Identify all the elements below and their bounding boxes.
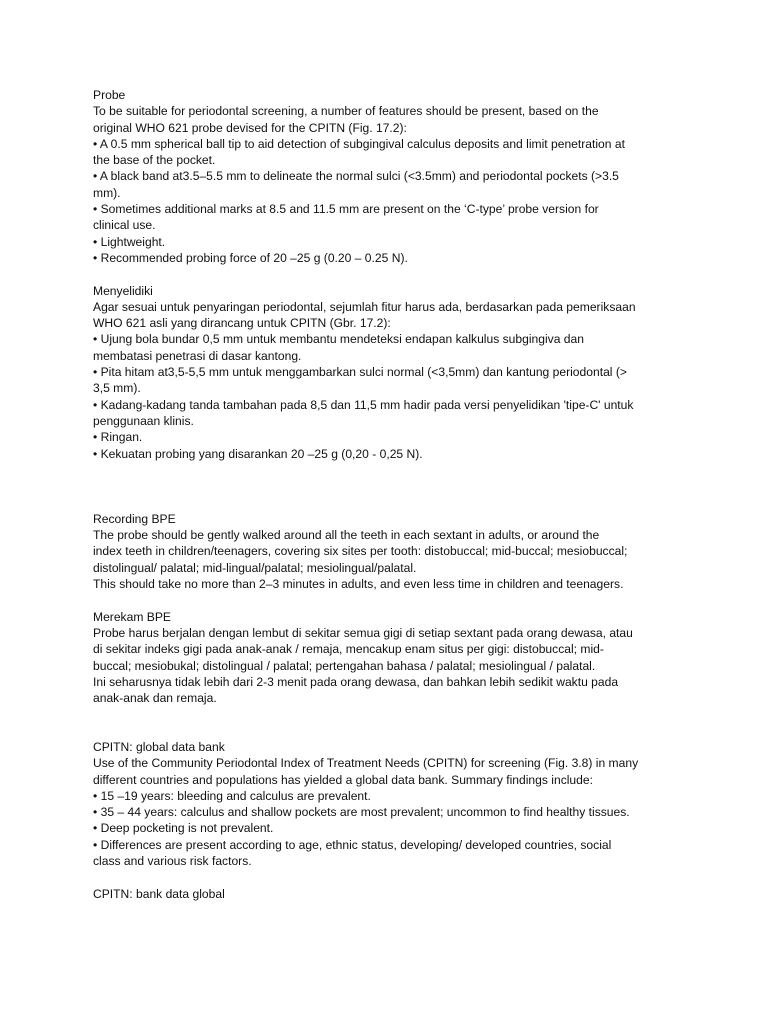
- bullet-line: • 15 –19 years: bleeding and calculus are prevalent.: [93, 788, 371, 803]
- section-bpe-en: [93, 511, 688, 592]
- bullet-line: • Recommended probing force of 20 –25 g (0.20 – 0.25 N).: [93, 250, 408, 265]
- text-line: mm).: [93, 185, 121, 200]
- section-bpe-id: [93, 609, 688, 707]
- section-heading: CPITN: global data bank: [93, 739, 225, 754]
- bullet-line: • Ringan.: [93, 430, 143, 445]
- text-line: distolingual/ palatal; mid-lingual/palatal; mesiolingual/palatal.: [93, 560, 417, 575]
- bullet-line: • 35 – 44 years: calculus and shallow pockets are most prevalent; uncommon to find healthy tissues.: [93, 805, 630, 820]
- bullet-line: • A black band at3.5–5.5 mm to delineate the normal sulci (<3.5mm) and periodontal pockets (>3.5: [93, 169, 619, 184]
- bullet-line: • Pita hitam at3,5-5,5 mm untuk menggambarkan sulci normal (<3,5mm) dan kantung periodontal (>: [93, 365, 627, 380]
- bullet-line: • Sometimes additional marks at 8.5 and 11.5 mm are present on the ‘C-type’ probe version for: [93, 202, 599, 217]
- bullet-line: • Lightweight.: [93, 234, 166, 249]
- text-line: Agar sesuai untuk penyaringan periodontal, sejumlah fitur harus ada, berdasarkan pada pemeriksaan: [93, 299, 636, 314]
- bullet-line: • Deep pocketing is not prevalent.: [93, 821, 274, 836]
- bullet-line: • Differences are present according to age, ethnic status, developing/ developed countries, social: [93, 837, 612, 852]
- section-heading: Probe: [93, 88, 126, 102]
- section-heading: Recording BPE: [93, 511, 176, 526]
- text-line: The probe should be gently walked around all the teeth in each sextant in adults, or around the: [93, 528, 600, 543]
- text-line: class and various risk factors.: [93, 854, 252, 869]
- text-line: 3,5 mm).: [93, 381, 141, 396]
- text-line: anak-anak dan remaja.: [93, 691, 217, 706]
- section-heading: Menyelidiki: [93, 283, 153, 298]
- text-line: Ini seharusnya tidak lebih dari 2-3 menit pada orang dewasa, dan bahkan lebih sedikit waktu pada: [93, 674, 619, 689]
- text-line: different countries and populations has yielded a global data bank. Summary findings include:: [93, 772, 593, 787]
- section-probe-id: [93, 283, 688, 462]
- text-line: buccal; mesiobukal; distolingual / palatal; pertengahan bahasa / palatal; mesiolingual / palatal.: [93, 658, 596, 673]
- section-cpitn-en: [93, 739, 688, 869]
- text-line: clinical use.: [93, 218, 156, 233]
- text-line: Use of the Community Periodontal Index of Treatment Needs (CPITN) for screening (Fig. 3.8) in many: [93, 756, 639, 771]
- bullet-line: • Kadang-kadang tanda tambahan pada 8,5 dan 11,5 mm hadir pada versi penyelidikan 'tipe-C' untuk: [93, 397, 634, 412]
- text-line: Probe harus berjalan dengan lembut di sekitar semua gigi di setiap sextant pada orang dewasa, atau: [93, 625, 633, 640]
- text-line: penggunaan klinis.: [93, 413, 194, 428]
- text-line: original WHO 621 probe devised for the CPITN (Fig. 17.2):: [93, 120, 407, 135]
- text-line: membatasi penetrasi di dasar kantong.: [93, 348, 302, 363]
- section-heading: Merekam BPE: [93, 609, 171, 624]
- section-cpitn-id: [93, 886, 688, 902]
- bullet-line: • Ujung bola bundar 0,5 mm untuk membantu mendeteksi endapan kalkulus subgingiva dan: [93, 332, 584, 347]
- section-probe-en: [93, 87, 688, 266]
- section-heading: CPITN: bank data global: [93, 886, 225, 901]
- bullet-line: • Kekuatan probing yang disarankan 20 –25 g (0,20 - 0,25 N).: [93, 446, 423, 461]
- text-line: di sekitar indeks gigi pada anak-anak / remaja, mencakup enam situs per gigi: distobuccal; mid-: [93, 642, 604, 657]
- bullet-line: • A 0.5 mm spherical ball tip to aid detection of subgingival calculus deposits and limit penetration at: [93, 136, 625, 151]
- text-line: WHO 621 asli yang dirancang untuk CPITN (Gbr. 17.2):: [93, 316, 391, 331]
- text-line: index teeth in children/teenagers, covering six sites per tooth: distobuccal; mid-buccal; mesiobuccal;: [93, 544, 628, 559]
- text-line: This should take no more than 2–3 minutes in adults, and even less time in children and teenagers.: [93, 577, 624, 592]
- text-line: To be suitable for periodontal screening, a number of features should be present, based on the: [93, 104, 599, 119]
- text-line: the base of the pocket.: [93, 153, 216, 168]
